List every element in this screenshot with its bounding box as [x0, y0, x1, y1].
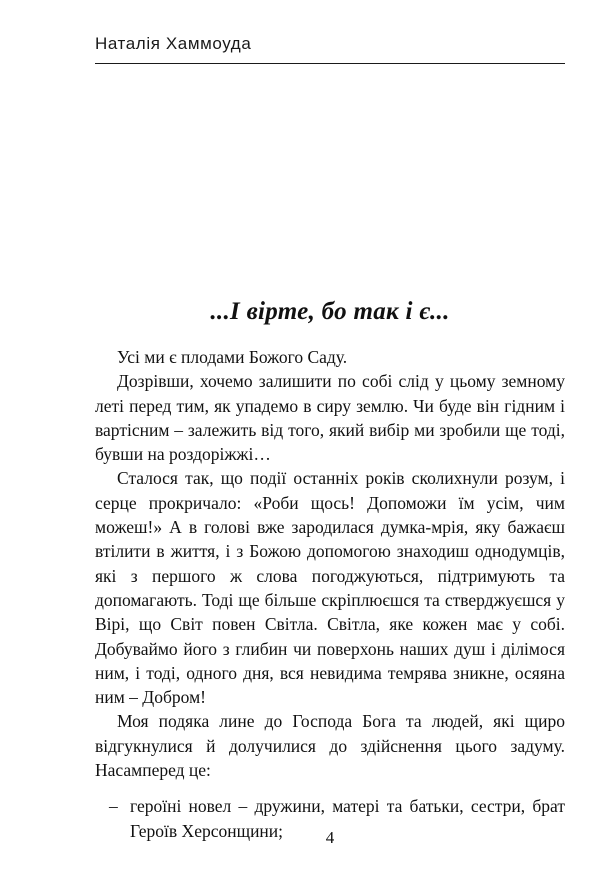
running-header-author: Наталія Хаммоуда [95, 34, 252, 53]
list-item-text: героїні новел – дружини, матері та батьки, сестри, брат Героїв Херсонщини; [130, 796, 565, 841]
paragraph-4: Моя подяка лине до Господа Бога та людей, які щиро відгукнулися й долучилися до здійснення цього задуму. Насамперед це: [95, 711, 565, 781]
paragraph-3: Сталося так, що події останніх років сколихнули розум, і серце прокричало: «Роби щось! Допоможи їм усім, чим можеш!» А в голові вже зародилася думка-мрія, яку бажаєш втілити в життя, і з Божою допомогою знаходиш однодумців, які з першого ж слова погоджуються, підтримують та допомагають. Тоді ще більше скріплюєшся та стверджуєшся у Вірі, що Світ повен Світла. Світла, яке кожен має у собі. Добуваймо його з глибин чи поверхонь наших душ і ділімося ним, і тоді, одного дня, вся невидима темрява зникне, осяяна ним – Добром! [95, 468, 565, 708]
body-text [95, 345, 565, 843]
list-dash-marker: – [109, 796, 118, 817]
chapter-title: ...І вірте, бо так і є... [210, 298, 450, 325]
paragraph-2: Дозрівши, хочемо залишити по собі слід у цьому земному леті перед тим, як упадемо в сиру землю. Чи буде він гідним і вартісним – залежить від того, який вибір ми зробили ще тоді, бувши на роздоріжжі… [95, 371, 565, 465]
page-number: 4 [325, 828, 335, 847]
paragraph-1: Усі ми є плодами Божого Саду. [117, 347, 348, 367]
header-rule [95, 63, 565, 64]
